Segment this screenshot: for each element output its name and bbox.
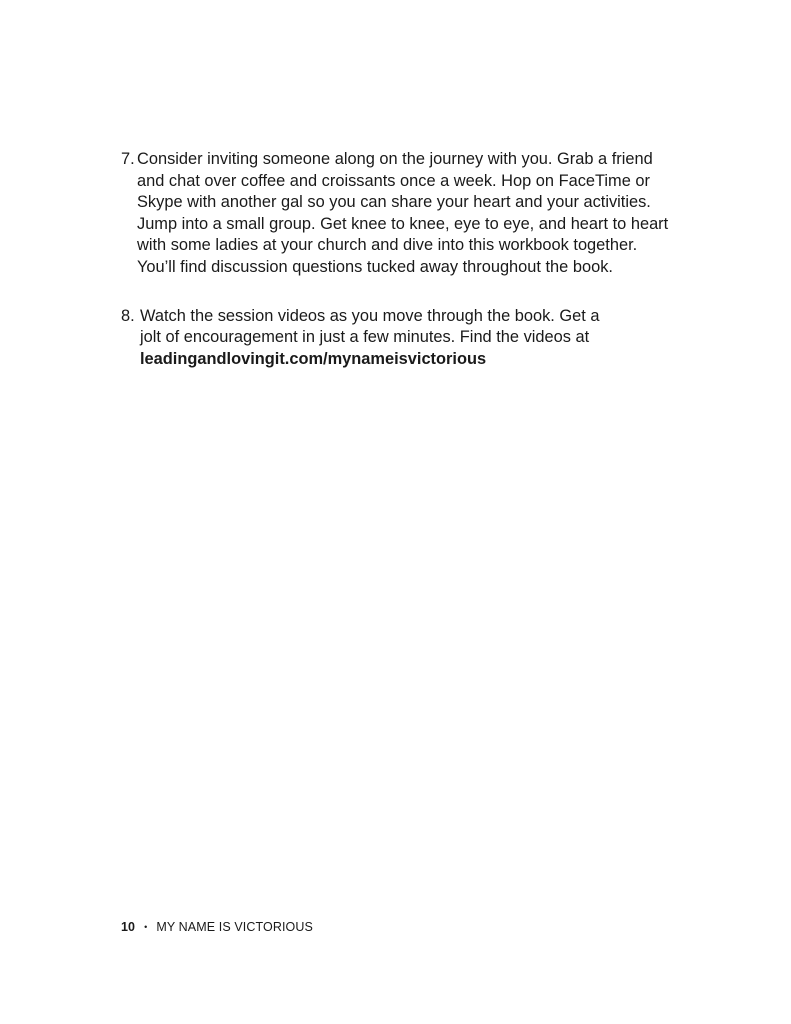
footer-separator: •: [144, 922, 148, 932]
item-line: Skype with another gal so you can share your heart and your activities.: [137, 193, 651, 212]
item-line: Watch the session videos as you move through the book. Get a: [140, 306, 600, 325]
page-number: 10: [121, 920, 136, 934]
numbered-list: [121, 149, 701, 397]
list-item-8: [121, 306, 701, 371]
item-line: You’ll find discussion questions tucked away throughout the book.: [137, 257, 613, 276]
item-number: 7.: [121, 150, 135, 168]
item-number: 8.: [121, 306, 135, 325]
item-text: [121, 306, 701, 371]
item-line: Jump into a small group. Get knee to knee, eye to eye, and heart to heart: [137, 214, 669, 233]
page-footer: [121, 919, 313, 935]
videos-url: leadingandlovingit.com/mynameisvictorious: [140, 349, 487, 368]
item-line: with some ladies at your church and dive into this workbook together.: [137, 236, 638, 255]
item-line: and chat over coffee and croissants once a week. Hop on FaceTime or: [137, 171, 650, 190]
book-title: MY NAME IS VICTORIOUS: [156, 920, 313, 934]
list-item-7: [121, 149, 701, 279]
item-text: [121, 149, 701, 279]
item-line: jolt of encouragement in just a few minutes. Find the videos at: [140, 328, 590, 347]
item-line: Consider inviting someone along on the journey with you. Grab a friend: [137, 150, 653, 168]
